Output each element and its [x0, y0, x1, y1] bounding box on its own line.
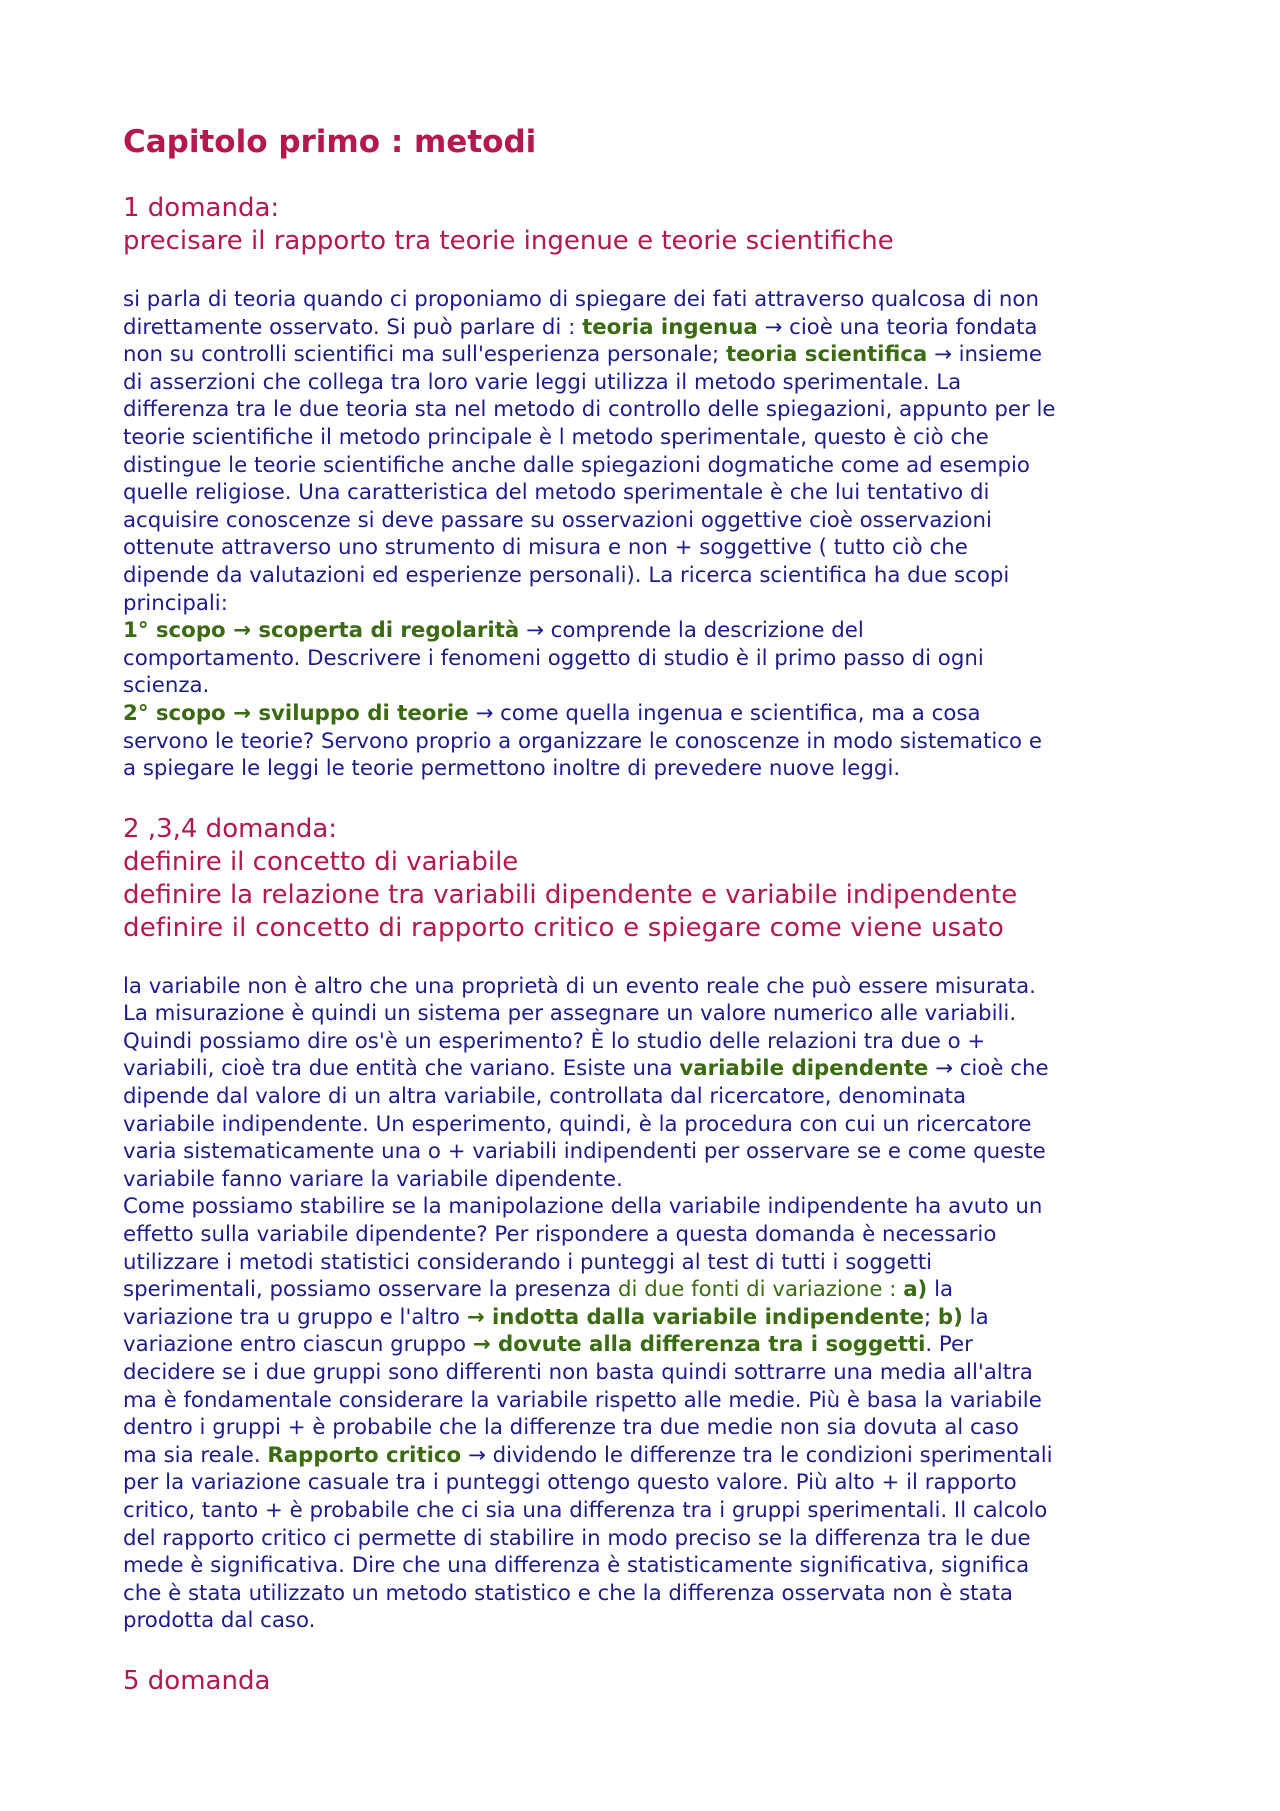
text-line	[123, 700, 1183, 728]
text-line	[123, 1442, 1183, 1470]
text-segment: la	[962, 1304, 989, 1330]
text-line: effetto sulla variabile dipendente? Per rispondere a questa domanda è necessario	[123, 1222, 997, 1248]
question-heading: 2 ,3,4 domanda:	[123, 813, 338, 844]
answer-paragraph-1	[123, 286, 1183, 783]
text-segment: non su controlli scientifici ma sull'esperienza personale;	[123, 342, 726, 368]
text-segment: direttamente osservato. Si può parlare di :	[123, 314, 583, 340]
text-line	[123, 341, 1183, 369]
text-segment: → dividendo le differenze tra le condizioni sperimentali	[461, 1442, 1053, 1468]
text-line: utilizzare i metodi statistici considerando i punteggi al test di tutti i soggetti	[123, 1249, 933, 1275]
document-page	[123, 122, 1183, 1726]
text-line	[123, 314, 1183, 342]
text-line: la variabile non è altro che una proprietà di un evento reale che può essere misurata.	[123, 973, 1036, 999]
text-line: distingue le teorie scientifiche anche dalle spiegazioni dogmatiche come ad esempio	[123, 452, 1030, 478]
answer-paragraph-2	[123, 973, 1183, 1635]
keyword: Rapporto critico	[267, 1442, 462, 1468]
text-segment: la	[927, 1277, 954, 1303]
text-line: a spiegare le leggi le teorie permettono inoltre di prevedere nuove leggi.	[123, 756, 901, 782]
text-segment: → insieme	[927, 342, 1043, 368]
question-heading: 1 domanda:	[123, 193, 280, 223]
text-line: comportamento. Descrivere i fenomeni oggetto di studio è il primo passo di ogni	[123, 645, 984, 671]
keyword: → indotta dalla variabile indipendente	[466, 1304, 924, 1330]
text-line: differenza tra le due teoria sta nel metodo di controllo delle spiegazioni, appunto per le	[123, 397, 1056, 423]
text-line	[123, 1055, 1183, 1083]
keyword: 2° scopo → sviluppo di teorie	[123, 700, 469, 726]
text-line: mede è significativa. Dire che una differenza è statisticamente significativa, significa	[123, 1553, 1030, 1579]
keyword: variabile dipendente	[679, 1056, 929, 1082]
text-line	[123, 1331, 1183, 1359]
text-segment: → cioè una teoria fondata	[757, 314, 1038, 340]
keyword: teoria ingenua	[582, 314, 758, 340]
text-line: La misurazione è quindi un sistema per assegnare un valore numerico alle variabili.	[123, 1001, 1017, 1027]
text-line: per la variazione casuale tra i punteggi ottengo questo valore. Più alto + il rapporto	[123, 1470, 1017, 1496]
text-segment: ;	[923, 1304, 938, 1330]
text-segment: sperimentali, possiamo osservare la presenza	[123, 1277, 618, 1303]
question-text: definire il concetto di variabile	[123, 846, 519, 877]
text-line: decidere se i due gruppi sono differenti non basta quindi sottrarre una media all'altra	[123, 1360, 1033, 1385]
text-line: servono le teorie? Servono proprio a organizzare le conoscenze in modo sistematico e	[123, 728, 1042, 754]
text-segment: variabili, cioè tra due entità che variano. Esiste una	[123, 1056, 680, 1082]
text-segment: → comprende la descrizione del	[519, 618, 864, 644]
text-line: Come possiamo stabilire se la manipolazione della variabile indipendente ha avuto un	[123, 1194, 1043, 1220]
text-line: Quindi possiamo dire os'è un esperimento? È lo studio delle relazioni tra due o +	[123, 1028, 986, 1054]
keyword: → dovute alla differenza tra i soggetti	[472, 1332, 926, 1358]
text-segment: → come quella ingenua e scientifica, ma a cosa	[468, 700, 981, 726]
text-line	[123, 617, 1183, 645]
text-line: variabile indipendente. Un esperimento, quindi, è la procedura con cui un ricercatore	[123, 1111, 1032, 1137]
text-line: dentro i gruppi + è probabile che la differenze tra due medie non sia dovuta al caso	[123, 1415, 1019, 1441]
text-line: ottenute attraverso uno strumento di misura e non + soggettive ( tutto ciò che	[123, 535, 968, 561]
text-line: acquisire conoscenze si deve passare su osservazioni oggettive cioè osservazioni	[123, 507, 992, 533]
question-text: definire la relazione tra variabili dipendente e variabile indipendente	[123, 879, 1018, 910]
keyword: teoria scientifica	[725, 342, 928, 368]
chapter-title: Capitolo primo : metodi	[123, 124, 537, 160]
text-line	[123, 1304, 1183, 1332]
text-segment: . Per	[925, 1332, 973, 1358]
text-line: teorie scientifiche il metodo principale è l metodo sperimentale, questo è ciò che	[123, 424, 989, 450]
text-line: si parla di teoria quando ci proponiamo di spiegare dei fati attraverso qualcosa di non	[123, 287, 1039, 312]
text-line: principali:	[123, 590, 228, 616]
text-segment: → cioè che	[928, 1056, 1049, 1082]
keyword: b)	[937, 1304, 963, 1330]
text-line: di asserzioni che collega tra loro varie leggi utilizza il metodo sperimentale. La	[123, 369, 962, 395]
text-line: varia sistematicamente una o + variabili indipendenti per osservare se e come queste	[123, 1139, 1046, 1165]
question-text: definire il concetto di rapporto critico e spiegare come viene usato	[123, 912, 1005, 943]
text-line: del rapporto critico ci permette di stabilire in modo preciso se la differenza tra le due	[123, 1525, 1031, 1551]
question-block-3	[123, 1665, 1183, 1698]
question-block-2	[123, 813, 1183, 945]
keyword: 1° scopo → scoperta di regolarità	[123, 618, 520, 644]
question-heading: 5 domanda	[123, 1665, 271, 1696]
text-line: variabile fanno variare la variabile dipendente.	[123, 1166, 623, 1192]
text-line: ma è fondamentale considerare la variabile rispetto alle medie. Più è basa la variabile	[123, 1387, 1042, 1413]
text-line: che è stata utilizzato un metodo statistico e che la differenza osservata non è stata	[123, 1580, 1013, 1606]
keyword: di due fonti di variazione :	[618, 1277, 904, 1303]
question-block-1	[123, 192, 1183, 258]
text-segment: variazione entro ciascun gruppo	[123, 1332, 473, 1358]
text-line: quelle religiose. Una caratteristica del metodo sperimentale è che lui tentativo di	[123, 480, 990, 506]
text-segment: variazione tra u gruppo e l'altro	[123, 1304, 467, 1330]
text-line: critico, tanto + è probabile che ci sia una differenza tra i gruppi sperimentali. Il calcolo	[123, 1497, 1048, 1523]
text-line: scienza.	[123, 673, 210, 699]
keyword: a)	[903, 1277, 928, 1303]
question-text: precisare il rapporto tra teorie ingenue e teorie scientifiche	[123, 226, 894, 256]
text-line: prodotta dal caso.	[123, 1608, 316, 1634]
text-line: dipende dal valore di un altra variabile, controllata dal ricercatore, denominata	[123, 1084, 967, 1110]
text-line: dipende da valutazioni ed esperienze personali). La ricerca scientifica ha due scopi	[123, 562, 1010, 588]
text-line	[123, 1276, 1183, 1304]
text-segment: ma sia reale.	[123, 1442, 268, 1468]
